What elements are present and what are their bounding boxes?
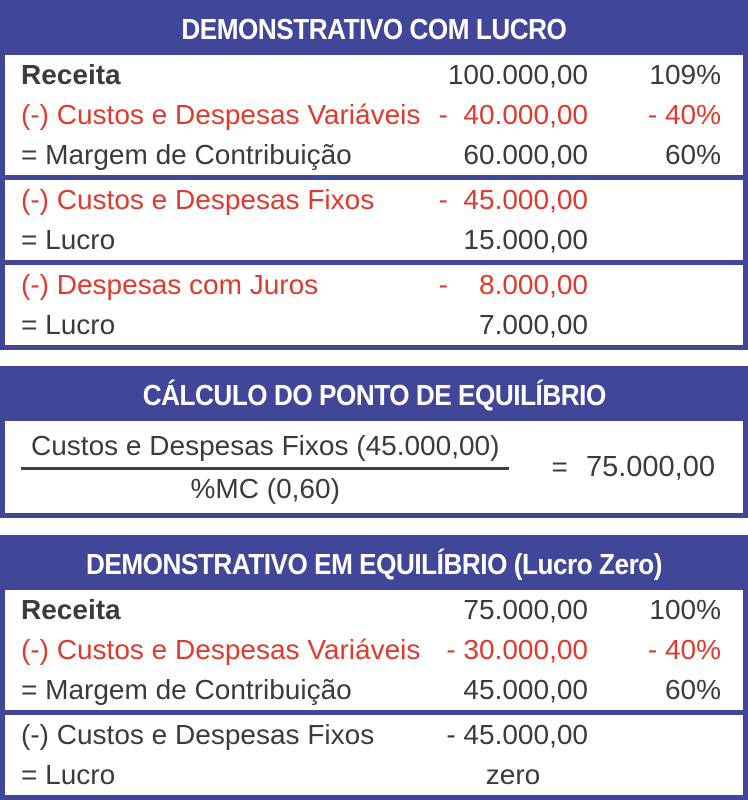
table-row-margem-contribuicao [5, 670, 743, 710]
section-demonstrativo-em-equilibrio [0, 535, 748, 800]
row-value: - 45.000,00 [438, 184, 588, 215]
row-value: 60.000,00 [463, 139, 588, 170]
table-row-custos-variaveis [5, 95, 743, 135]
row-label: (-) Custos e Despesas Variáveis [21, 634, 421, 665]
fraction-denominator: %MC (0,60) [190, 472, 340, 504]
row-label: = Margem de Contribuição [21, 139, 352, 170]
formula-fraction [21, 430, 509, 505]
row-label: (-) Custos e Despesas Fixos [21, 184, 375, 215]
row-value: 45.000,00 [463, 674, 588, 705]
statement-block-contribution-margin [5, 55, 743, 175]
statement-block-fixed-costs [5, 710, 743, 795]
row-label: = Lucro [21, 309, 116, 340]
section-header [5, 371, 743, 421]
row-value: zero [485, 759, 541, 790]
section-header [5, 5, 743, 55]
statement-block-contribution-margin [5, 590, 743, 710]
table-row-custos-fixos [5, 180, 743, 220]
row-value: 15.000,00 [463, 224, 588, 255]
row-percent: 109% [649, 59, 721, 90]
row-label: Receita [21, 594, 121, 625]
section-demonstrativo-com-lucro [0, 0, 748, 350]
statement-block-fixed-costs [5, 175, 743, 260]
section-title: DEMONSTRATIVO COM LUCRO [181, 13, 567, 46]
break-even-formula [5, 421, 743, 513]
table-row-lucro [5, 220, 743, 260]
equals-sign: = [551, 451, 568, 482]
row-label: (-) Despesas com Juros [21, 269, 319, 300]
row-percent: 60% [664, 674, 721, 705]
row-percent: - 40% [647, 99, 721, 130]
row-label: = Lucro [21, 224, 116, 255]
statement-block-interest [5, 260, 743, 345]
section-calculo-ponto-equilibrio [0, 366, 748, 518]
section-header [5, 540, 743, 590]
table-row-despesas-juros [5, 265, 743, 305]
table-row-custos-variaveis [5, 630, 743, 670]
row-value: 100.000,00 [447, 59, 588, 90]
table-row-custos-fixos [5, 715, 743, 755]
row-label: Receita [21, 59, 121, 90]
row-value: - 8.000,00 [438, 269, 588, 300]
row-value: 75.000,00 [463, 594, 588, 625]
row-value: - 45.000,00 [446, 719, 588, 750]
table-row-lucro-final [5, 305, 743, 345]
row-percent: 60% [664, 139, 721, 170]
row-percent: 100% [649, 594, 721, 625]
row-label: (-) Custos e Despesas Variáveis [21, 99, 421, 130]
table-row-lucro-zero [5, 755, 743, 795]
section-title: CÁLCULO DO PONTO DE EQUILÍBRIO [142, 379, 606, 412]
table-row-margem-contribuicao [5, 135, 743, 175]
table-row-receita [5, 55, 743, 95]
fraction-numerator: Custos e Despesas Fixos (45.000,00) [31, 429, 500, 461]
break-even-result: 75.000,00 [585, 450, 715, 483]
section-title: DEMONSTRATIVO EM EQUILÍBRIO (Lucro Zero) [85, 548, 663, 581]
row-value: - 30.000,00 [446, 634, 588, 665]
row-value: 7.000,00 [479, 309, 588, 340]
row-value: - 40.000,00 [438, 99, 588, 130]
row-label: (-) Custos e Despesas Fixos [21, 719, 375, 750]
row-label: = Lucro [21, 759, 116, 790]
row-label: = Margem de Contribuição [21, 674, 352, 705]
row-percent: - 40% [647, 634, 721, 665]
table-row-receita [5, 590, 743, 630]
